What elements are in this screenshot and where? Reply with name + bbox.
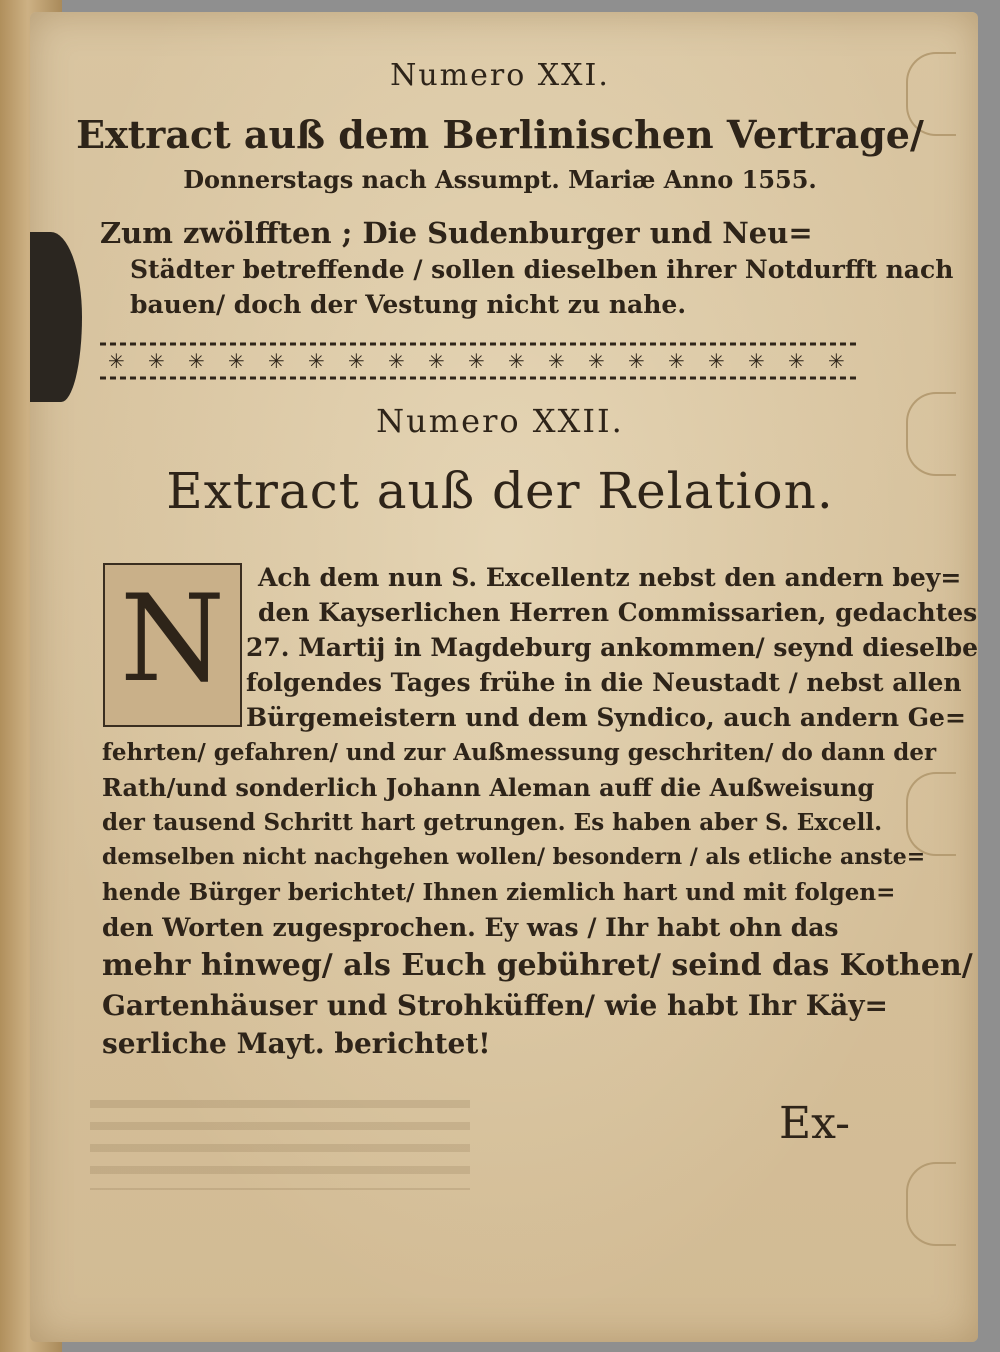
ink-stain bbox=[30, 232, 82, 402]
catchword: Ex- bbox=[778, 1098, 850, 1149]
svg-text:✳: ✳ bbox=[188, 349, 205, 373]
svg-text:✳: ✳ bbox=[628, 349, 645, 373]
svg-text:✳: ✳ bbox=[468, 349, 485, 373]
svg-text:✳: ✳ bbox=[508, 349, 525, 373]
relation-line-13: Gartenhäuser und Strohküffen/ wie habt Ihr Käy= bbox=[102, 989, 888, 1022]
section1-line-1: Zum zwölfften ; Die Sudenburger und Neu= bbox=[100, 216, 813, 250]
svg-text:✳: ✳ bbox=[428, 349, 445, 373]
page-edge-tab bbox=[906, 1162, 956, 1246]
bleed-through-text bbox=[90, 1100, 470, 1190]
svg-text:✳: ✳ bbox=[668, 349, 685, 373]
relation-line-12: mehr hinweg/ als Euch gebühret/ seind das Kothen/ bbox=[102, 948, 973, 983]
svg-text:✳: ✳ bbox=[548, 349, 565, 373]
svg-text:✳: ✳ bbox=[788, 349, 805, 373]
numero-xxii: Numero XXII. bbox=[376, 402, 624, 440]
svg-text:✳: ✳ bbox=[828, 349, 845, 373]
section1-line-2: Städter betreffende / sollen dieselben ihrer Notdurfft nach bbox=[130, 255, 954, 284]
relation-line-10: hende Bürger berichtet/ Ihnen ziemlich hart und mit folgen= bbox=[102, 879, 896, 906]
svg-text:✳: ✳ bbox=[228, 349, 245, 373]
svg-text:✳: ✳ bbox=[148, 349, 165, 373]
extract-title-berlin: Extract auß dem Berlinischen Vertrage/ bbox=[76, 112, 924, 157]
decorated-initial bbox=[103, 563, 242, 727]
decorated-initial-letter: N bbox=[120, 570, 225, 709]
svg-text:✳: ✳ bbox=[308, 349, 325, 373]
relation-line-6: fehrten/ gefahren/ und zur Außmessung geschriten/ do dann der bbox=[102, 739, 937, 766]
svg-text:✳: ✳ bbox=[708, 349, 725, 373]
relation-line-7: Rath/und sonderlich Johann Aleman auff die Außweisung bbox=[102, 773, 875, 802]
extract-subtitle-date: Donnerstags nach Assumpt. Mariæ Anno 1555. bbox=[183, 165, 817, 194]
relation-line-3: 27. Martij in Magdeburg ankommen/ seynd dieselbe bbox=[246, 633, 978, 662]
section1-line-3: bauen/ doch der Vestung nicht zu nahe. bbox=[130, 290, 687, 319]
numero-xxi: Numero XXI. bbox=[390, 58, 610, 93]
relation-line-2: den Kayserlichen Herren Commissarien, gedachtes bbox=[258, 598, 978, 627]
svg-text:✳: ✳ bbox=[268, 349, 285, 373]
svg-text:✳: ✳ bbox=[588, 349, 605, 373]
svg-text:✳: ✳ bbox=[348, 349, 365, 373]
svg-text:✳: ✳ bbox=[388, 349, 405, 373]
extract-title-relation: Extract auß der Relation. bbox=[166, 462, 834, 520]
relation-line-14: serliche Mayt. berichtet! bbox=[102, 1027, 491, 1060]
svg-text:✳: ✳ bbox=[108, 349, 125, 373]
ornamental-divider bbox=[100, 338, 860, 384]
relation-line-11: den Worten zugesprochen. Ey was / Ihr habt ohn das bbox=[102, 913, 839, 942]
svg-text:✳: ✳ bbox=[748, 349, 765, 373]
relation-line-8: der tausend Schritt hart getrungen. Es haben aber S. Excell. bbox=[102, 809, 883, 836]
relation-line-1: Ach dem nun S. Excellentz nebst den andern bey= bbox=[258, 563, 962, 592]
relation-line-9: demselben nicht nachgehen wollen/ besondern / als etliche anste= bbox=[102, 844, 926, 870]
relation-line-5: Bürgemeistern und dem Syndico, auch andern Ge= bbox=[246, 703, 966, 732]
relation-line-4: folgendes Tages frühe in die Neustadt / nebst allen bbox=[246, 668, 962, 697]
